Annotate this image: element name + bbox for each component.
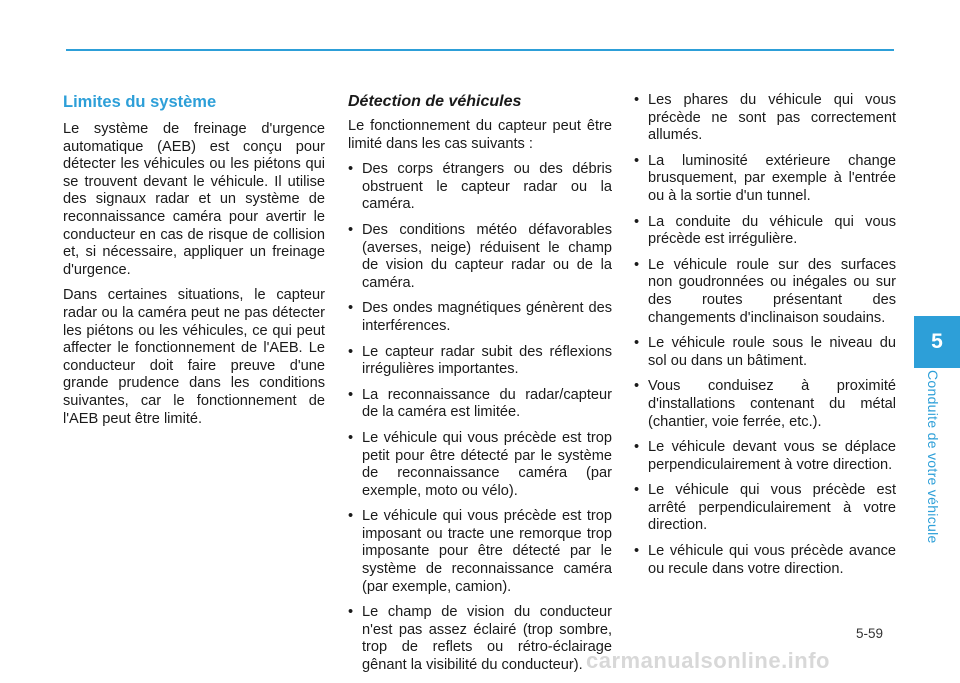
bullet-icon: •: [634, 482, 640, 499]
list-item-text: Le véhicule roule sous le niveau du sol ou dans un bâtiment.: [648, 335, 896, 369]
bullet-icon: •: [348, 429, 354, 446]
list-item: [348, 222, 612, 292]
list-item-text: La conduite du véhicule qui vous précède est irrégulière.: [648, 213, 896, 248]
chapter-label: Conduite de votre véhicule: [925, 370, 941, 544]
bullet-icon: •: [348, 508, 354, 525]
list-item: [634, 482, 896, 535]
list-item: [348, 300, 612, 335]
condition-list-1: [348, 161, 612, 674]
bullet-icon: •: [348, 343, 354, 360]
bullet-icon: •: [634, 152, 640, 169]
column-left: [63, 92, 325, 436]
bullet-icon: •: [348, 386, 354, 403]
list-item-text: Vous conduisez à proximité d'installations contenant du métal (chantier, voie ferrée, etc.).: [648, 378, 896, 430]
subsection-intro: Le fonctionnement du capteur peut être limité dans les cas suivants :: [348, 118, 612, 152]
list-item: [634, 214, 896, 249]
column-middle: [348, 92, 612, 683]
bullet-icon: •: [634, 543, 640, 560]
list-item-text: Le véhicule qui vous précède est trop imposant ou tracte une remorque trop imposante pour être détecté par le système de reconnaissance caméra (par exemple, camion).: [362, 508, 612, 595]
list-item-text: La reconnaissance du radar/capteur de la caméra est limitée.: [362, 386, 612, 421]
list-item-text: Des conditions météo défavorables (averses, neige) réduisent le champ de vision du capteur radar ou de la caméra.: [362, 221, 612, 291]
list-item-text: Des ondes magnétiques génèrent des interférences.: [362, 300, 612, 334]
list-item: [634, 153, 896, 206]
list-item-text: Le capteur radar subit des réflexions irrégulières importantes.: [362, 343, 612, 378]
list-item-text: La luminosité extérieure change brusquement, par exemple à l'entrée ou à la sortie d'un tunnel.: [648, 152, 896, 204]
list-item: [348, 430, 612, 500]
list-item: [634, 257, 896, 327]
section-paragraph-1: Le système de freinage d'urgence automatique (AEB) est conçu pour détecter les véhicules ou les piétons qui se trouvent devant le véhicule. Il utilise des signaux radar et un système de reconnaissance caméra pour avertir le conducteur en cas de risque de collision et, si nécessaire, appliquer un freinage d'urgence.: [63, 121, 325, 278]
list-item: [634, 335, 896, 370]
list-item-text: Le véhicule qui vous précède est trop petit pour être détecté par le système de reconnaissance caméra (par exemple, moto ou vélo).: [362, 429, 612, 499]
bullet-icon: •: [348, 604, 354, 621]
list-item-text: Le champ de vision du conducteur n'est pas assez éclairé (trop sombre, trop de reflets ou rétro-éclairage gênant la visibilité du conducteur).: [362, 604, 612, 674]
list-item: [348, 344, 612, 379]
subsection-title: Détection de véhicules: [348, 93, 522, 110]
list-item: [348, 161, 612, 214]
header-rule: [66, 49, 894, 51]
bullet-icon: •: [634, 378, 640, 395]
list-item-text: Le véhicule devant vous se déplace perpendiculairement à votre direction.: [648, 439, 896, 473]
bullet-icon: •: [634, 439, 640, 456]
list-item: [348, 387, 612, 422]
list-item-text: Les phares du véhicule qui vous précède ne sont pas correctement allumés.: [648, 92, 896, 144]
watermark: carmanualsonline.info: [586, 648, 830, 673]
list-item: [348, 508, 612, 596]
list-item-text: Le véhicule roule sur des surfaces non goudronnées ou inégales ou sur des routes présentant des changements d'inclinaison soudains.: [648, 256, 896, 326]
bullet-icon: •: [634, 335, 640, 352]
bullet-icon: •: [634, 256, 640, 273]
bullet-icon: •: [348, 300, 354, 317]
column-right: [634, 92, 896, 586]
chapter-tab: 5: [914, 316, 960, 368]
bullet-icon: •: [634, 92, 640, 108]
list-item: [634, 543, 896, 578]
bullet-icon: •: [634, 213, 640, 230]
list-item-text: Le véhicule qui vous précède avance ou recule dans votre direction.: [648, 543, 896, 577]
list-item: [348, 604, 612, 674]
condition-list-2: [634, 92, 896, 578]
list-item: [634, 92, 896, 145]
section-paragraph-2: Dans certaines situations, le capteur radar ou la caméra peut ne pas détecter les piétons ou les véhicules, ce qui peut affecter le fonctionnement de l'AEB. Le conducteur doit faire preuve d'une grande prudence dans les conditions suivantes, car le fonctionnement de l'AEB peut être limité.: [63, 287, 325, 427]
list-item: [634, 378, 896, 431]
bullet-icon: •: [348, 161, 354, 178]
page-number: 5-59: [856, 626, 884, 641]
list-item: [634, 439, 896, 474]
section-title: Limites du système: [63, 93, 217, 111]
list-item-text: Des corps étrangers ou des débris obstruent le capteur radar ou la caméra.: [362, 161, 612, 213]
list-item-text: Le véhicule qui vous précède est arrêté perpendiculairement à votre direction.: [648, 482, 896, 534]
bullet-icon: •: [348, 221, 354, 238]
